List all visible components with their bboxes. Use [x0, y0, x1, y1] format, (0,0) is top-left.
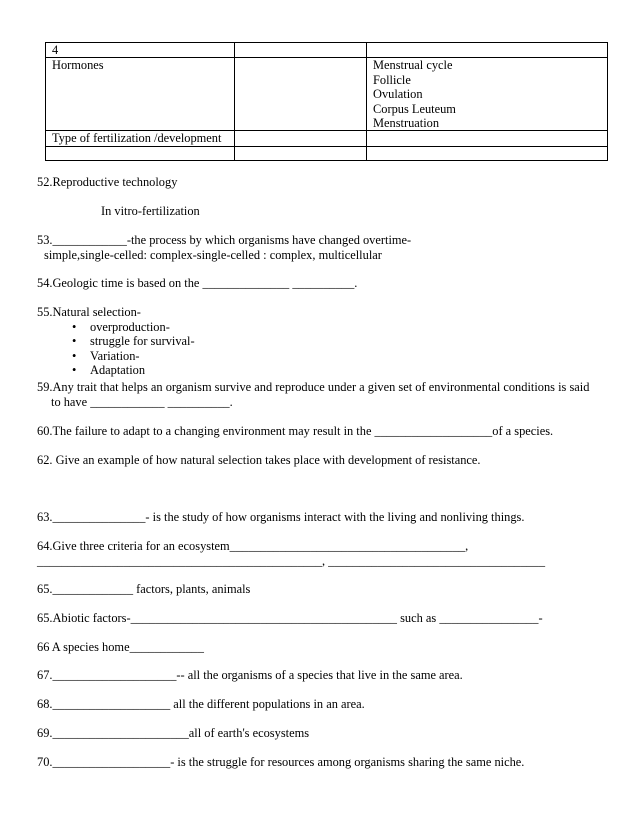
- table-cell: [367, 131, 608, 146]
- list-item: • overproduction-: [72, 320, 195, 334]
- list-item: • struggle for survival-: [72, 334, 195, 348]
- question-64: 64.Give three criteria for an ecosystem______________________________________,: [37, 539, 469, 553]
- question-52: 52.Reproductive technology: [37, 175, 178, 189]
- question-59-continued: to have ____________ __________.: [51, 395, 233, 409]
- table-cell: 4: [46, 43, 235, 58]
- question-65b: 65.Abiotic factors-___________________________________________ such as ________________-: [37, 611, 543, 625]
- table-cell: [367, 43, 608, 58]
- question-54: 54.Geologic time is based on the ______________ __________.: [37, 276, 358, 290]
- question-68: 68.___________________ all the different populations in an area.: [37, 697, 365, 711]
- question-64-continued: ______________________________________________, ___________________________________: [37, 554, 546, 568]
- list-item: • Variation-: [72, 349, 195, 363]
- table-cell: [235, 58, 367, 131]
- question-65a: 65._____________ factors, plants, animals: [37, 582, 251, 596]
- question-70: 70.___________________- is the struggle for resources among organisms sharing the same niche.: [37, 755, 525, 769]
- table-row: [46, 131, 608, 146]
- question-63: 63._______________- is the study of how organisms interact with the living and nonliving things.: [37, 510, 525, 524]
- question-60: 60.The failure to adapt to a changing environment may result in the ___________________of a species.: [37, 424, 554, 438]
- answer-52: In vitro-fertilization: [101, 204, 200, 218]
- reproduction-table: [45, 42, 608, 161]
- table-cell: Hormones: [46, 58, 235, 131]
- table-cell: [235, 131, 367, 146]
- table-cell: [46, 146, 235, 160]
- list-item: • Adaptation: [72, 363, 195, 377]
- question-53-continued: simple,single-celled: complex-single-celled : complex, multicellular: [44, 248, 382, 262]
- question-55: 55.Natural selection-: [37, 305, 141, 319]
- table-row: [46, 58, 608, 131]
- question-66: 66 A species home____________: [37, 640, 204, 654]
- table-cell: [235, 43, 367, 58]
- question-53: 53.____________-the process by which organisms have changed overtime-: [37, 233, 412, 247]
- natural-selection-list: [72, 320, 195, 378]
- table-cell: [235, 146, 367, 160]
- table-cell: Menstrual cycle Follicle Ovulation Corpus Leuteum Menstruation: [367, 58, 608, 131]
- question-69: 69.______________________all of earth's ecosystems: [37, 726, 310, 740]
- question-59: 59.Any trait that helps an organism survive and reproduce under a given set of environmental conditions is said: [37, 380, 590, 394]
- question-62: 62. Give an example of how natural selection takes place with development of resistance.: [37, 453, 481, 467]
- table-cell: Type of fertilization /development: [46, 131, 235, 146]
- table-cell: [367, 146, 608, 160]
- question-67: 67.____________________-- all the organisms of a species that live in the same area.: [37, 668, 463, 682]
- table-row: [46, 146, 608, 160]
- table-row: [46, 43, 608, 58]
